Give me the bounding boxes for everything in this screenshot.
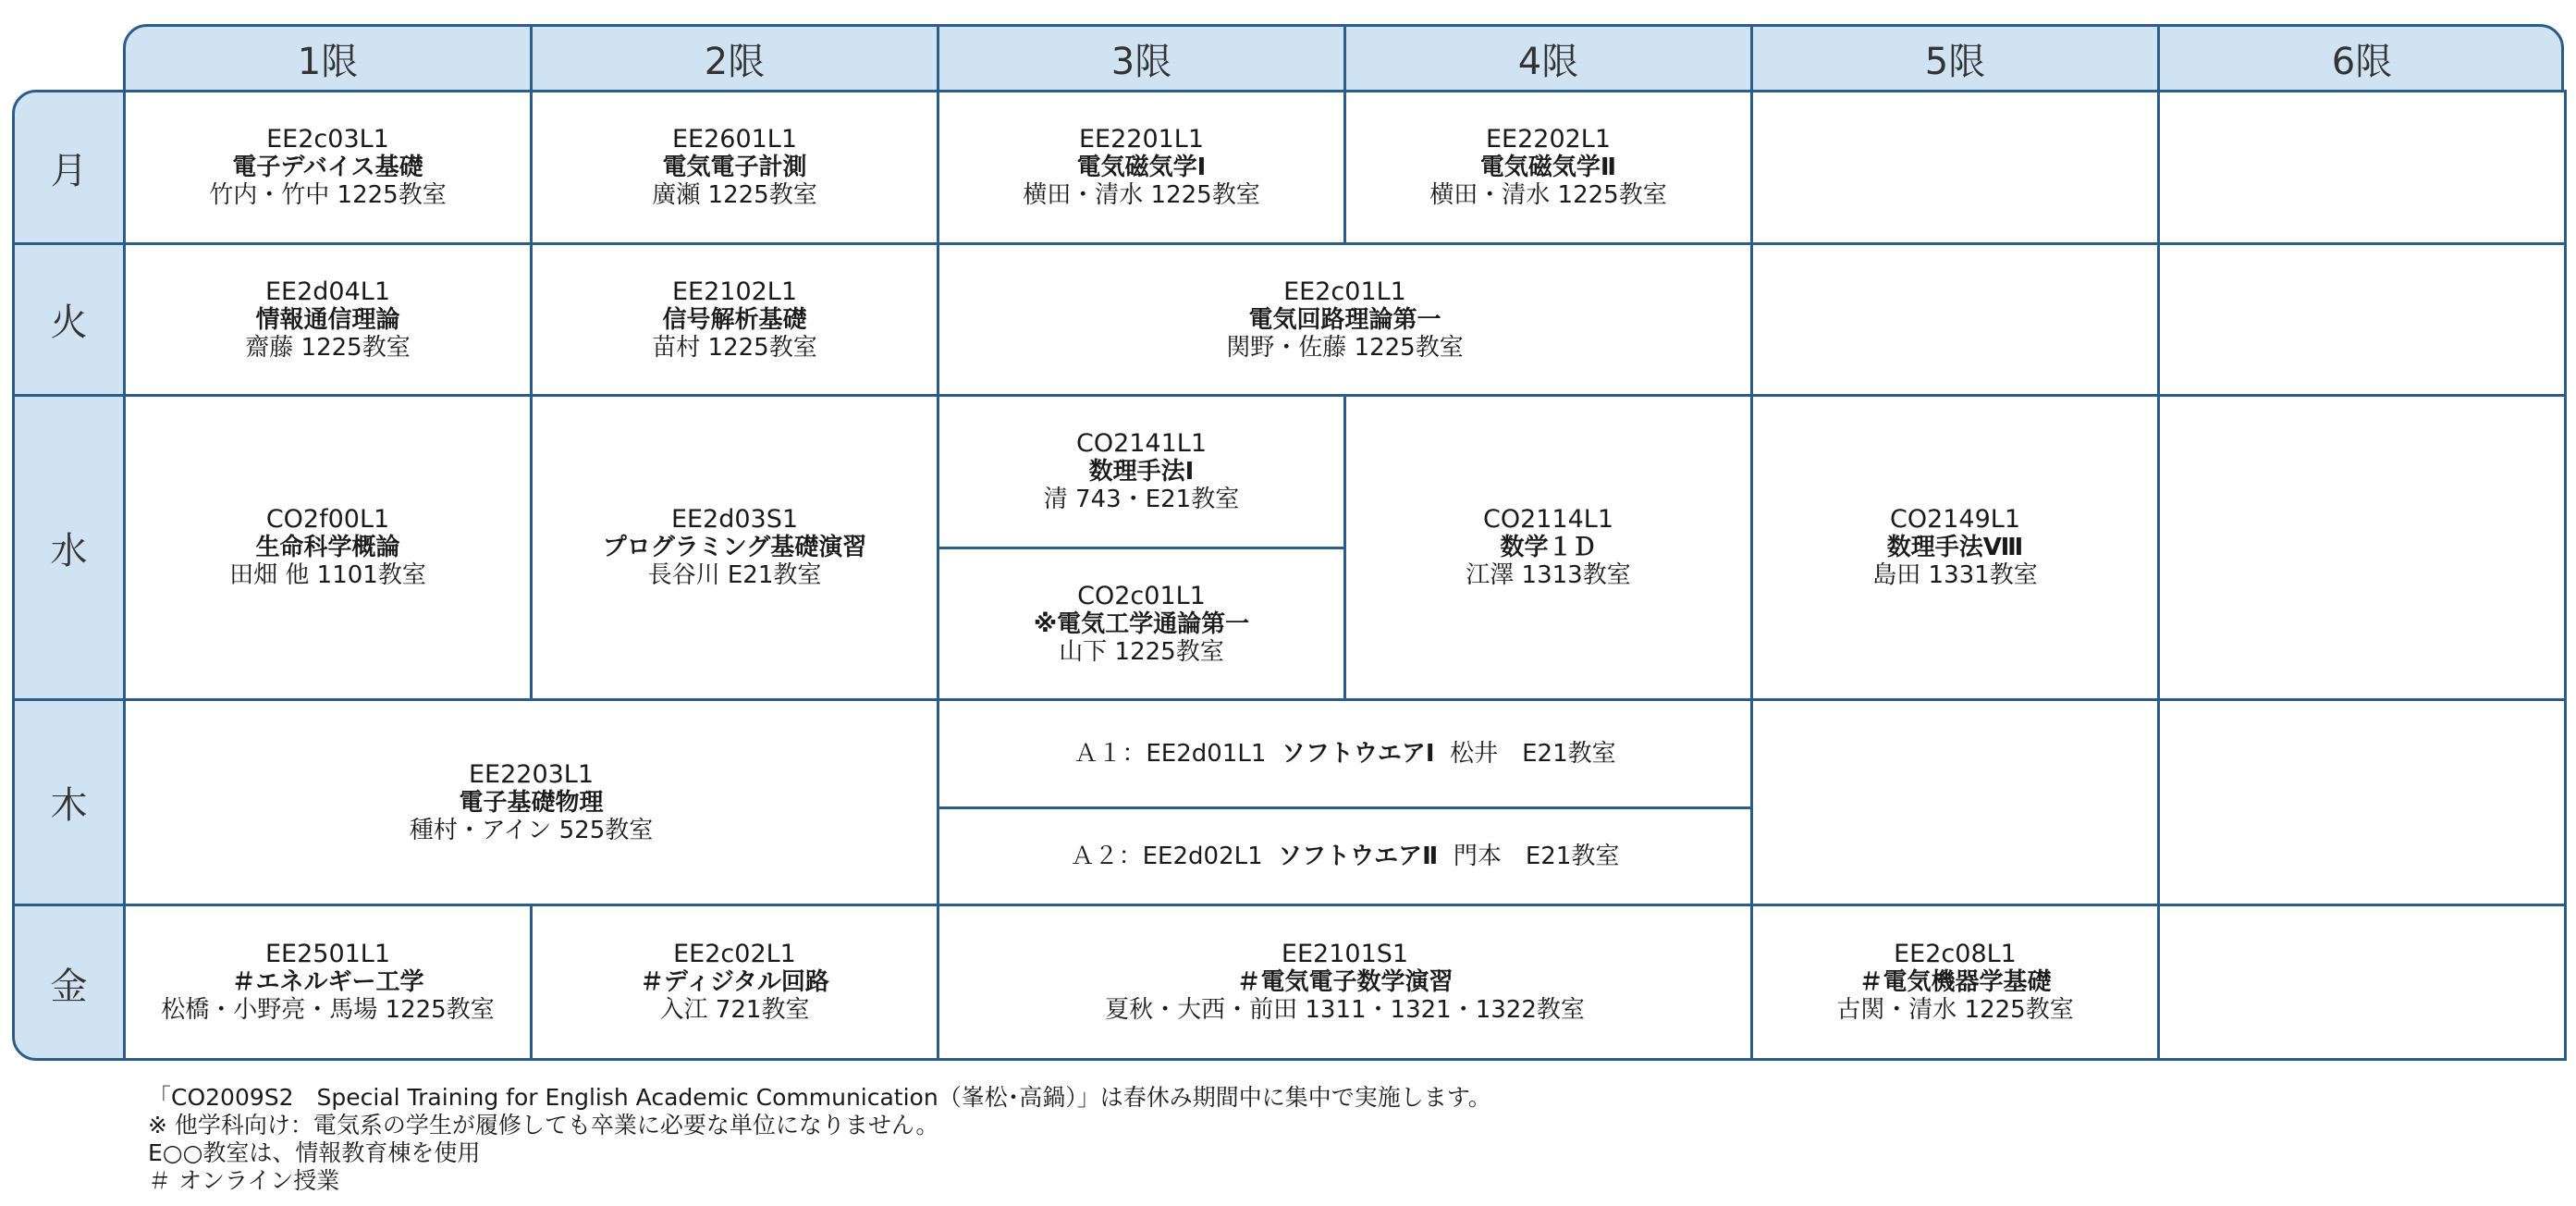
period-2-header: 2限 (533, 27, 939, 90)
course-name: ＃電気電子数学演習 (1236, 968, 1454, 996)
course-code: EE2601L1 (671, 125, 798, 154)
course-name: ＃ディジタル回路 (640, 968, 829, 996)
course-info: 齋藤 1225教室 (245, 333, 411, 362)
schedule-grid (123, 90, 2564, 1061)
day-tue: 火 (15, 245, 123, 397)
course-name: 電子デバイス基礎 (232, 154, 423, 181)
empty-tue-5 (1750, 242, 2160, 397)
course-code: EE2d04L1 (264, 277, 390, 306)
day-column (12, 90, 126, 1061)
course-name: ※電気工学通論第一 (1033, 609, 1250, 638)
class-fri-2[interactable] (530, 904, 939, 1061)
day-mon: 月 (15, 92, 123, 245)
course-info: 田畑 他 1101教室 (229, 561, 426, 589)
course-name: プログラミング基礎演習 (602, 534, 867, 561)
period-4-header: 4限 (1346, 27, 1753, 90)
course-name: 電気磁気学Ⅰ (1076, 154, 1207, 181)
footnotes (148, 1084, 1491, 1195)
course-info: 松井 E21教室 (1450, 740, 1616, 768)
class-tue-3-4[interactable] (937, 242, 1753, 397)
empty-fri-6 (2157, 904, 2567, 1061)
class-mon-4[interactable] (1343, 90, 1753, 245)
course-code: EE2c02L1 (673, 940, 796, 968)
course-info: 夏秋・大西・前田 1311・1321・1322教室 (1105, 996, 1585, 1024)
class-wed-1[interactable] (123, 394, 533, 701)
period-6-header: 6限 (2331, 40, 2393, 83)
class-mon-1[interactable] (123, 90, 533, 245)
day-wed: 水 (15, 397, 123, 701)
class-fri-1[interactable] (123, 904, 533, 1061)
period-3-header: 3限 (939, 27, 1346, 90)
course-line (1073, 740, 1615, 768)
course-info: 長谷川 E21教室 (647, 561, 822, 589)
course-code: CO2114L1 (1482, 505, 1614, 534)
course-info: 古関・清水 1225教室 (1836, 996, 2074, 1024)
course-name: 数理手法Ⅷ (1886, 534, 2024, 561)
class-tue-1[interactable] (123, 242, 533, 397)
course-name: ＃電気機器学基礎 (1858, 968, 2052, 996)
class-wed-3b[interactable] (937, 547, 1346, 701)
course-info: 江澤 1313教室 (1466, 561, 1631, 589)
course-info: 廣瀬 1225教室 (652, 181, 817, 209)
period-1-header: 1限 (126, 27, 533, 90)
course-code: EE2202L1 (1485, 125, 1612, 154)
course-info: 山下 1225教室 (1059, 637, 1224, 666)
course-prefix: Ａ１：EE2d01L1 (1073, 740, 1267, 768)
class-mon-2[interactable] (530, 90, 939, 245)
course-info: 竹内・竹中 1225教室 (209, 181, 447, 209)
note-other-dept: ※ 他学科向け：電気系の学生が履修しても卒業に必要な単位になりません。 (148, 1112, 939, 1138)
empty-mon-5 (1750, 90, 2160, 245)
course-name: 生命科学概論 (255, 534, 400, 561)
course-code: EE2c03L1 (266, 125, 389, 154)
course-code: EE2c08L1 (1894, 940, 2017, 968)
class-tue-2[interactable] (530, 242, 939, 397)
course-code: EE2d03S1 (670, 505, 799, 534)
day-fri: 金 (50, 966, 88, 1008)
course-code: EE2c01L1 (1283, 277, 1406, 306)
class-fri-5[interactable] (1750, 904, 2160, 1061)
class-thu-3-4a[interactable] (937, 698, 1753, 809)
note-online: ＃ オンライン授業 (148, 1167, 340, 1194)
class-fri-3-4[interactable] (937, 904, 1753, 1061)
course-code: EE2501L1 (264, 940, 391, 968)
class-thu-3-4b[interactable] (937, 806, 1753, 906)
course-name: 数理手法Ⅰ (1088, 458, 1195, 486)
empty-mon-6 (2157, 90, 2567, 245)
course-name: ＃エネルギー工学 (231, 968, 424, 996)
course-name: 電子基礎物理 (459, 788, 604, 817)
course-info: 苗村 1225教室 (652, 333, 817, 362)
period-5-header: 5限 (1753, 27, 2160, 90)
course-code: CO2141L1 (1075, 429, 1208, 458)
class-wed-4[interactable] (1343, 394, 1753, 701)
course-name: 信号解析基礎 (662, 305, 807, 334)
course-code: CO2c01L1 (1077, 581, 1206, 610)
course-line (1071, 843, 1620, 870)
course-name: 電気回路理論第一 (1248, 305, 1441, 334)
course-name: 数学１Ｄ (1500, 534, 1597, 561)
course-info: 門本 E21教室 (1453, 843, 1620, 870)
course-code: EE2102L1 (671, 277, 798, 306)
course-name: 電気電子計測 (662, 154, 807, 181)
course-code: EE2203L1 (468, 759, 595, 789)
course-code: CO2f00L1 (265, 505, 390, 534)
empty-thu-5 (1750, 698, 2160, 906)
course-info: 清 743・E21教室 (1043, 486, 1240, 513)
note-classroom: E○○教室は、情報教育棟を使用 (148, 1139, 481, 1166)
empty-tue-6 (2157, 242, 2567, 397)
course-info: 横田・清水 1225教室 (1023, 181, 1260, 209)
class-wed-2[interactable] (530, 394, 939, 701)
course-info: 横田・清水 1225教室 (1429, 181, 1667, 209)
class-wed-3a[interactable] (937, 394, 1346, 549)
period-header (123, 24, 2564, 92)
course-code: EE2101S1 (1281, 940, 1409, 968)
course-code: EE2201L1 (1078, 125, 1205, 154)
course-prefix: Ａ２：EE2d02L1 (1070, 843, 1263, 870)
course-info: 種村・アイン 525教室 (409, 816, 654, 844)
class-wed-5[interactable] (1750, 394, 2160, 701)
day-thu: 木 (15, 701, 123, 906)
class-mon-3[interactable] (937, 90, 1346, 245)
class-thu-1-2[interactable] (123, 698, 939, 906)
empty-thu-6 (2157, 698, 2567, 906)
course-name: 電気磁気学Ⅱ (1479, 154, 1617, 181)
course-info: 島田 1331教室 (1872, 561, 2038, 589)
note-intensive: 「CO2009S2 Special Training for English Academic Communication（峯松･高鍋）」は春休み期間中に集中で実施します。 (148, 1084, 1491, 1111)
course-name: ソフトウエアⅠ (1281, 740, 1435, 768)
course-name: ソフトウエアⅡ (1278, 843, 1439, 870)
course-code: CO2149L1 (1889, 505, 2021, 534)
course-info: 入江 721教室 (659, 996, 810, 1024)
course-info: 関野・佐藤 1225教室 (1226, 333, 1464, 362)
course-name: 情報通信理論 (255, 305, 400, 334)
course-info: 松橋・小野亮・馬場 1225教室 (161, 996, 495, 1024)
empty-wed-6 (2157, 394, 2567, 701)
